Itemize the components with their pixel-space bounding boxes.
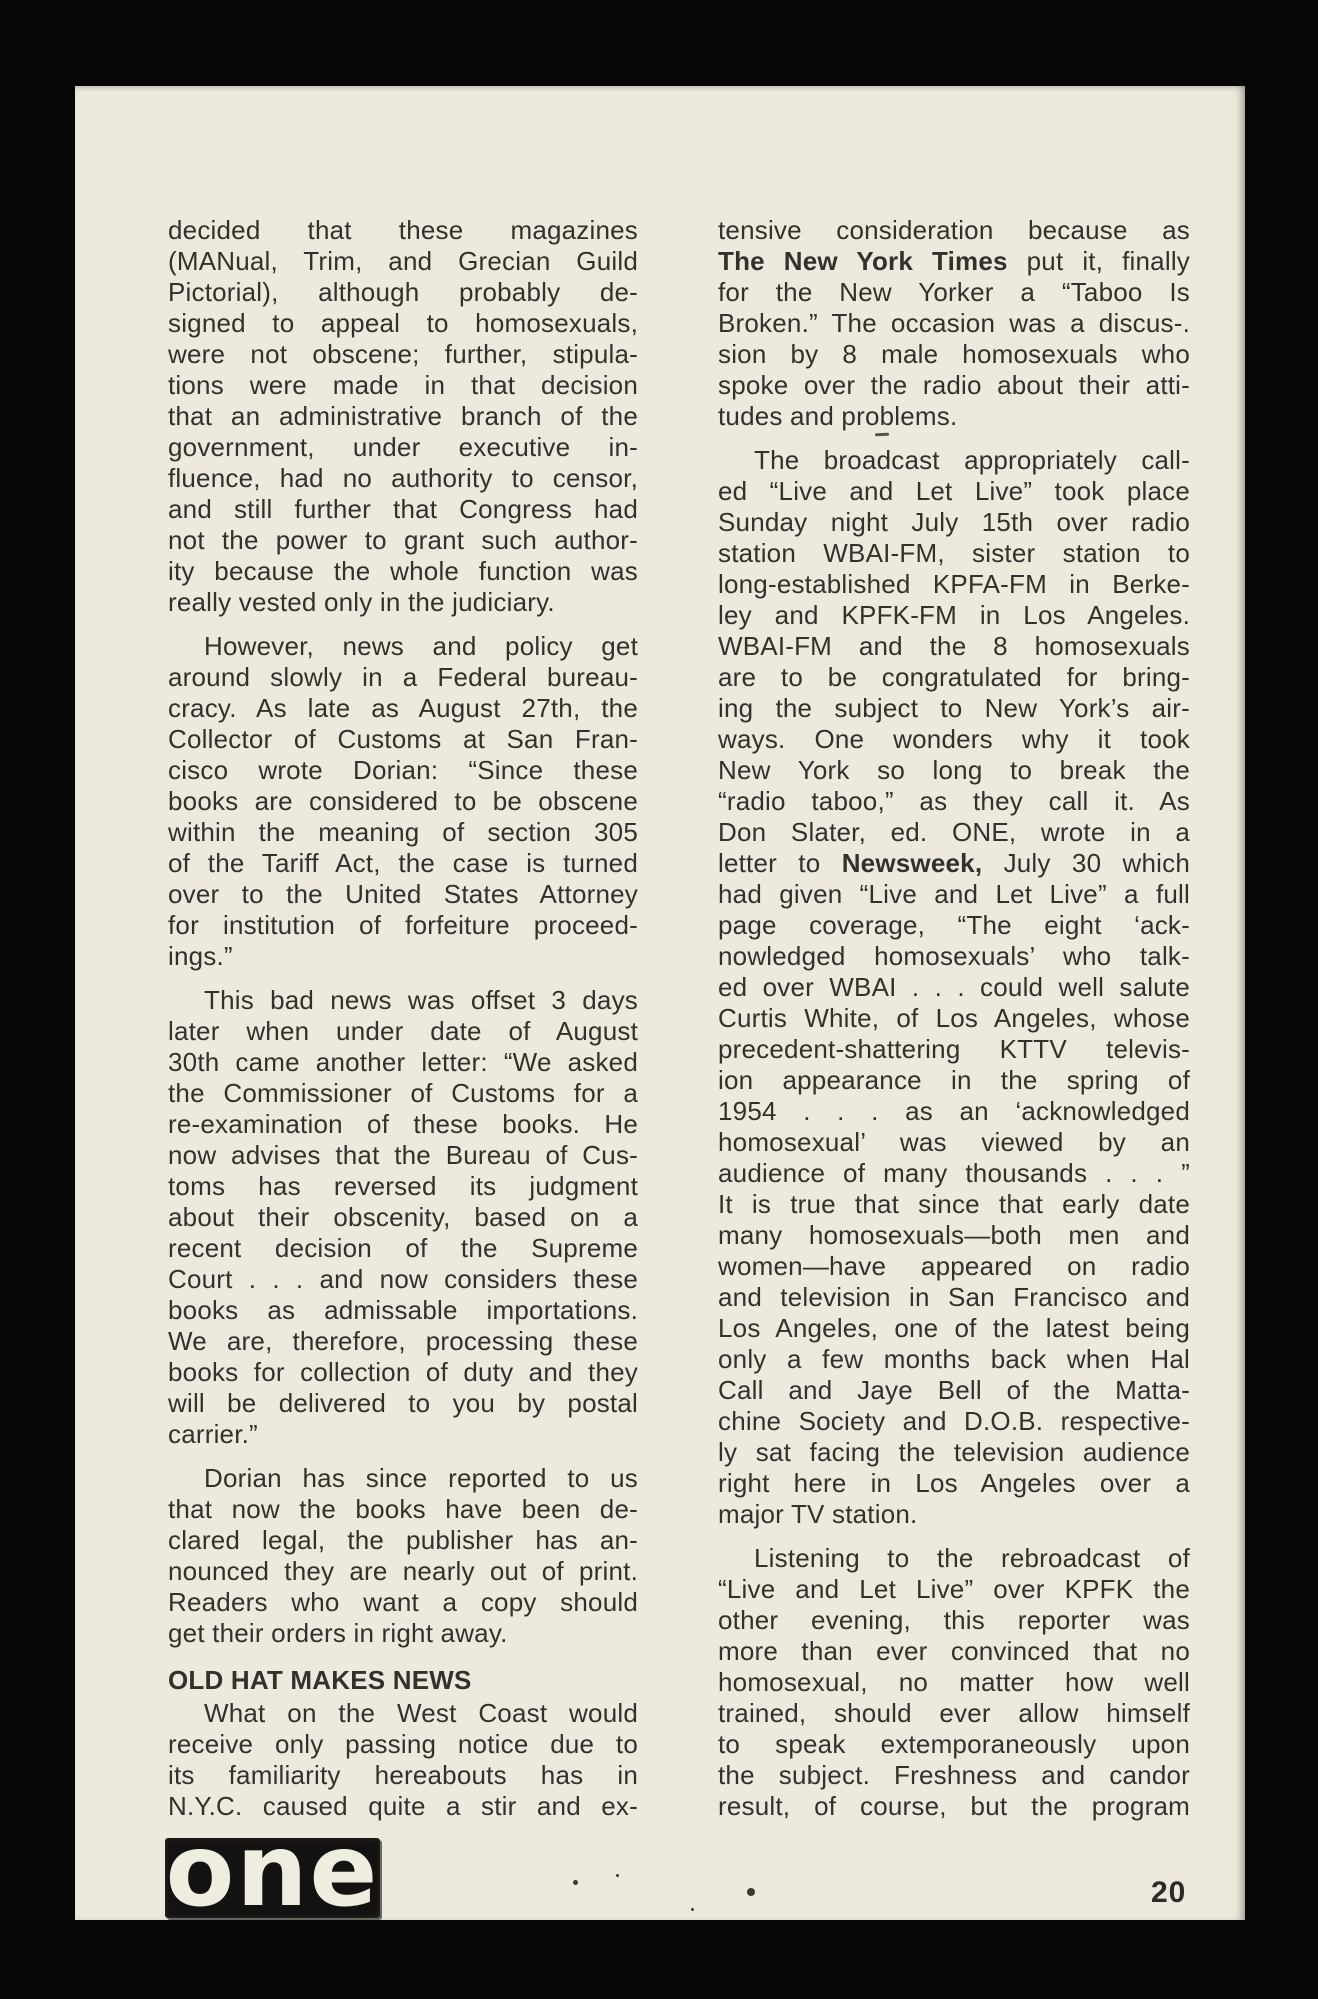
text-line: WBAI-FM and the 8 homosexuals bbox=[718, 631, 1190, 661]
text-line: Sunday night July 15th over radio bbox=[718, 507, 1190, 537]
text-line: “Live and Let Live” over KPFK the bbox=[718, 1574, 1190, 1604]
text-line: Broken.” The occasion was a discus-. bbox=[718, 308, 1190, 338]
text-line: around slowly in a Federal bureau- bbox=[168, 662, 638, 692]
text-line: New York so long to break the bbox=[718, 755, 1190, 785]
text-line: were not obscene; further, stipula- bbox=[168, 339, 638, 369]
text-line: Court . . . and now considers these bbox=[168, 1264, 638, 1294]
text-line: cisco wrote Dorian: “Since these bbox=[168, 755, 638, 785]
text-line: government, under executive in- bbox=[168, 432, 638, 462]
text-line: 1954 . . . as an ‘acknowledged bbox=[718, 1096, 1190, 1126]
text-line: Los Angeles, one of the latest being bbox=[718, 1313, 1190, 1343]
text-line: (MANual, Trim, and Grecian Guild bbox=[168, 246, 638, 276]
text-line: tensive consideration because as bbox=[718, 215, 1190, 245]
text-line: However, news and policy get bbox=[204, 631, 638, 661]
paragraph bbox=[718, 215, 1190, 432]
text-line: that now the books have been de- bbox=[168, 1494, 638, 1524]
text-line: ly sat facing the television audience bbox=[718, 1437, 1190, 1467]
text-line: nowledged homosexuals’ who talk- bbox=[718, 941, 1190, 971]
text-line: had given “Live and Let Live” a full bbox=[718, 879, 1190, 909]
text-line: later when under date of August bbox=[168, 1016, 638, 1046]
text-line: re-examination of these books. He bbox=[168, 1109, 638, 1139]
text-line: the Commissioner of Customs for a bbox=[168, 1078, 638, 1108]
text-line: precedent-shattering KTTV televis- bbox=[718, 1034, 1190, 1064]
text-line: other evening, this reporter was bbox=[718, 1605, 1190, 1635]
paragraph bbox=[718, 1543, 1190, 1822]
text-line: station WBAI-FM, sister station to bbox=[718, 538, 1190, 568]
text-line: audience of many thousands . . . ” bbox=[718, 1158, 1190, 1188]
text-line: for institution of forfeiture proceed- bbox=[168, 910, 638, 940]
text-line: homosexual’ was viewed by an bbox=[718, 1127, 1190, 1157]
paragraph bbox=[168, 1698, 638, 1822]
text-line: about their obscenity, based on a bbox=[168, 1202, 638, 1232]
text-line: really vested only in the judiciary. bbox=[168, 587, 555, 617]
text-line: fluence, had no authority to censor, bbox=[168, 463, 638, 493]
text-line: It is true that since that early date bbox=[718, 1189, 1190, 1219]
text-line: “radio taboo,” as they call it. As bbox=[718, 786, 1190, 816]
text-line: tions were made in that decision bbox=[168, 370, 638, 400]
paragraph bbox=[168, 985, 638, 1450]
text-column-right bbox=[718, 215, 1190, 1822]
text-line: women—have appeared on radio bbox=[718, 1251, 1190, 1281]
text-line: The New York Times put it, finally bbox=[718, 246, 1190, 276]
text-line: carrier.” bbox=[168, 1419, 258, 1449]
text-line: toms has reversed its judgment bbox=[168, 1171, 638, 1201]
text-line: will be delivered to you by postal bbox=[168, 1388, 638, 1418]
magazine-page bbox=[75, 86, 1245, 1920]
text-line: now advises that the Bureau of Cus- bbox=[168, 1140, 638, 1170]
text-line: Pictorial), although probably de- bbox=[168, 277, 638, 307]
text-line: get their orders in right away. bbox=[168, 1618, 508, 1648]
text-line: many homosexuals—both men and bbox=[718, 1220, 1190, 1250]
text-line: and still further that Congress had bbox=[168, 494, 638, 524]
text-line: This bad news was offset 3 days bbox=[204, 985, 638, 1015]
text-line: trained, should ever allow himself bbox=[718, 1698, 1190, 1728]
text-line: books as admissable importations. bbox=[168, 1295, 638, 1325]
text-line: Listening to the rebroadcast of bbox=[754, 1543, 1190, 1573]
text-line: spoke over the radio about their atti- bbox=[718, 370, 1190, 400]
page-number: 20 bbox=[1151, 1876, 1187, 1909]
text-line: ways. One wonders why it took bbox=[718, 724, 1190, 754]
text-column-left bbox=[168, 215, 638, 1822]
one-logo-text: one bbox=[165, 1838, 380, 1918]
text-line: books are considered to be obscene bbox=[168, 786, 638, 816]
text-line: ing the subject to New York’s air- bbox=[718, 693, 1190, 723]
print-speck bbox=[747, 1888, 755, 1896]
paragraph bbox=[168, 631, 638, 972]
text-line: and television in San Francisco and bbox=[718, 1282, 1190, 1312]
text-line: ley and KPFK-FM in Los Angeles. bbox=[718, 600, 1190, 630]
text-line: ed over WBAI . . . could well salute bbox=[718, 972, 1190, 1002]
text-line: the subject. Freshness and candor bbox=[718, 1760, 1190, 1790]
text-line: Collector of Customs at San Fran- bbox=[168, 724, 638, 754]
text-line: signed to appeal to homosexuals, bbox=[168, 308, 638, 338]
text-line: We are, therefore, processing these bbox=[168, 1326, 638, 1356]
text-line: ed “Live and Let Live” took place bbox=[718, 476, 1190, 506]
text-line: are to be congratulated for bring- bbox=[718, 662, 1190, 692]
text-line: of the Tariff Act, the case is turned bbox=[168, 848, 638, 878]
text-line: OLD HAT MAKES NEWS bbox=[168, 1665, 472, 1695]
text-line: chine Society and D.O.B. respective- bbox=[718, 1406, 1190, 1436]
text-line: page coverage, “The eight ‘ack- bbox=[718, 910, 1190, 940]
one-magazine-logo bbox=[165, 1838, 380, 1918]
text-line: letter to Newsweek, July 30 which bbox=[718, 848, 1190, 878]
text-line: ion appearance in the spring of bbox=[718, 1065, 1190, 1095]
text-line: Readers who want a copy should bbox=[168, 1587, 638, 1617]
text-line: sion by 8 male homosexuals who bbox=[718, 339, 1190, 369]
text-line: clared legal, the publisher has an- bbox=[168, 1525, 638, 1555]
text-line: ity because the whole function was bbox=[168, 556, 638, 586]
text-line: tudes and problems. bbox=[718, 401, 958, 431]
text-line: decided that these magazines bbox=[168, 215, 638, 245]
text-line: The broadcast appropriately call- bbox=[754, 445, 1190, 475]
text-line: within the meaning of section 305 bbox=[168, 817, 638, 847]
text-line: for the New Yorker a “Taboo Is bbox=[718, 277, 1190, 307]
text-line: result, of course, but the program bbox=[718, 1791, 1190, 1821]
text-line: not the power to grant such author- bbox=[168, 525, 638, 555]
text-line: What on the West Coast would bbox=[204, 1698, 638, 1728]
paragraph bbox=[718, 445, 1190, 1530]
text-line: only a few months back when Hal bbox=[718, 1344, 1190, 1374]
text-line: cracy. As late as August 27th, the bbox=[168, 693, 638, 723]
text-line: major TV station. bbox=[718, 1499, 918, 1529]
print-speck bbox=[573, 1880, 578, 1885]
text-line: to speak extemporaneously upon bbox=[718, 1729, 1190, 1759]
paragraph bbox=[168, 215, 638, 618]
text-line: ings.” bbox=[168, 941, 233, 971]
text-line: Curtis White, of Los Angeles, whose bbox=[718, 1003, 1190, 1033]
text-line: Dorian has since reported to us bbox=[204, 1463, 638, 1493]
text-line: 30th came another letter: “We asked bbox=[168, 1047, 638, 1077]
paragraph bbox=[168, 1463, 638, 1649]
text-line: nounced they are nearly out of print. bbox=[168, 1556, 638, 1586]
text-line: right here in Los Angeles over a bbox=[718, 1468, 1190, 1498]
text-line: recent decision of the Supreme bbox=[168, 1233, 638, 1263]
text-line: its familiarity hereabouts has in bbox=[168, 1760, 638, 1790]
text-line: homosexual, no matter how well bbox=[718, 1667, 1190, 1697]
text-line: books for collection of duty and they bbox=[168, 1357, 638, 1387]
text-line: Call and Jaye Bell of the Matta- bbox=[718, 1375, 1190, 1405]
text-line: receive only passing notice due to bbox=[168, 1729, 638, 1759]
text-line: that an administrative branch of the bbox=[168, 401, 638, 431]
text-line: Don Slater, ed. ONE, wrote in a bbox=[718, 817, 1190, 847]
text-line: more than ever convinced that no bbox=[718, 1636, 1190, 1666]
text-line: long-established KPFA-FM in Berke- bbox=[718, 569, 1190, 599]
text-line: N.Y.C. caused quite a stir and ex- bbox=[168, 1791, 638, 1821]
text-line: over to the United States Attorney bbox=[168, 879, 638, 909]
print-speck bbox=[616, 1874, 619, 1877]
print-speck bbox=[691, 1908, 694, 1911]
section-heading bbox=[168, 1665, 638, 1696]
